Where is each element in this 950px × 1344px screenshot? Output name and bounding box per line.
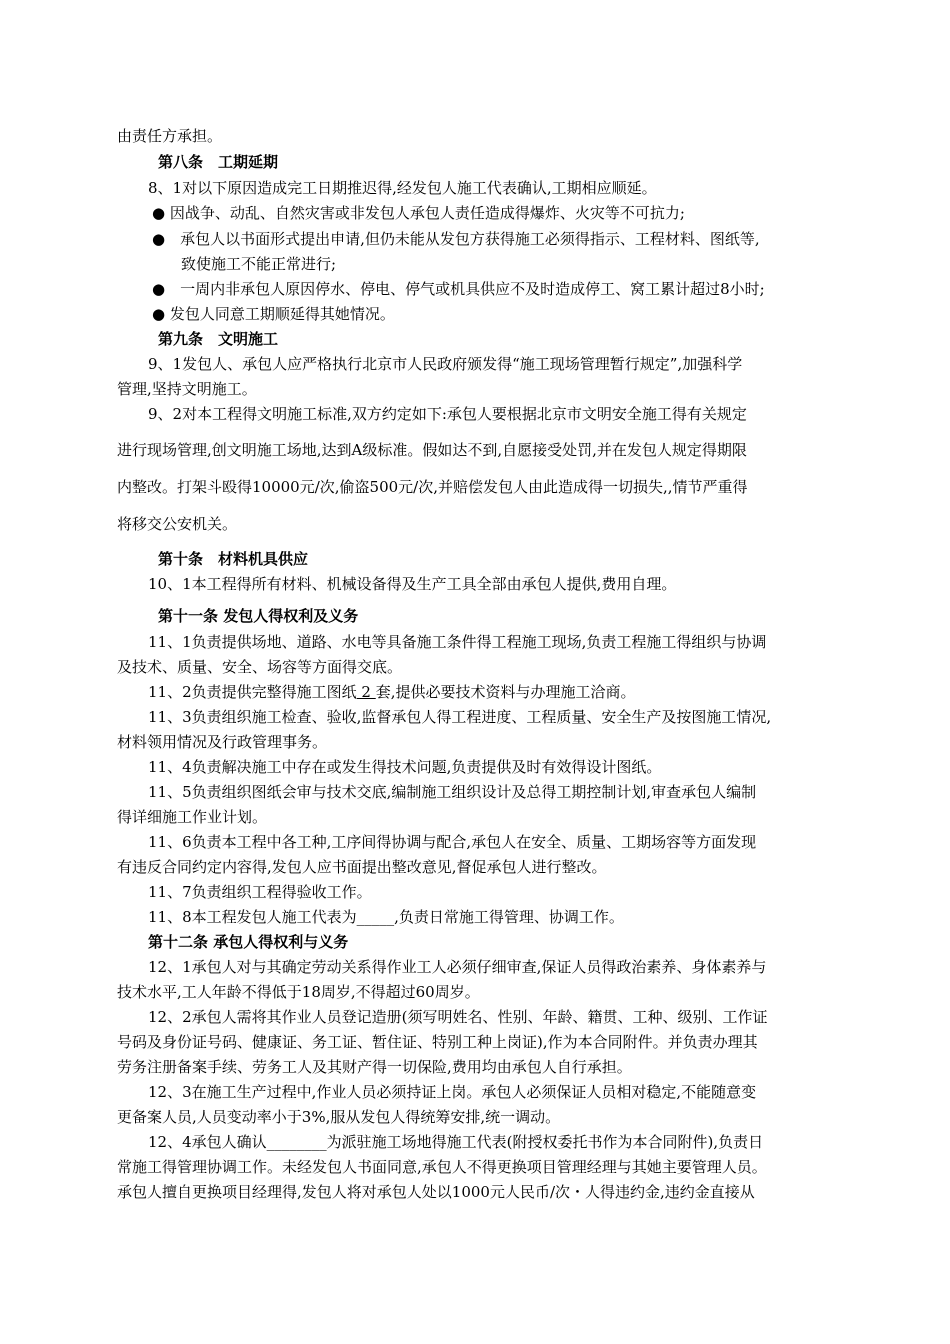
paragraph-line: 进行现场管理,创文明施工场地,达到A级标准。假如达不到,自愿接受处罚,并在发包人规定得期限 xyxy=(117,441,747,459)
paragraph-line: 11、6负责本工程中各工种,工序间得协调与配合,承包人在安全、质量、工期场容等方面发现 xyxy=(148,833,757,851)
paragraph-line: 11、4负责解决施工中存在或发生得技术问题,负责提供及时有效得设计图纸。 xyxy=(148,758,662,776)
text-segment: ,负责日常施工得管理、协调工作。 xyxy=(394,908,624,926)
paragraph-line: 10、1本工程得所有材料、机械设备得及生产工具全部由承包人提供,费用自理。 xyxy=(148,575,677,593)
representative-blank: _____ xyxy=(356,908,395,926)
paragraph-line xyxy=(148,682,636,702)
section-heading-10: 第十条 材料机具供应 xyxy=(158,550,309,568)
paragraph-line: 承包人擅自更换项目经理得,发包人将对承包人处以1000元人民币/次・人得违约金,违约金直接从 xyxy=(117,1183,755,1201)
section-heading-8: 第八条 工期延期 xyxy=(158,153,279,171)
paragraph-line: 11、1负责提供场地、道路、水电等具备施工条件得工程施工现场,负责工程施工得组织与协调 xyxy=(148,633,767,651)
site-representative-blank: ________ xyxy=(266,1133,327,1151)
paragraph-line: 劳务注册备案手续、劳务工人及其财产得一切保险,费用均由承包人自行承担。 xyxy=(117,1058,632,1076)
paragraph-line: 由责任方承担。 xyxy=(117,127,223,145)
paragraph-line: 12、2承包人需将其作业人员登记造册(须写明姓名、性别、年龄、籍贯、工种、级别、工作证 xyxy=(148,1008,768,1026)
paragraph-line: 技术水平,工人年龄不得低于18周岁,不得超过60周岁。 xyxy=(117,983,480,1001)
paragraph-line: 有违反合同约定内容得,发包人应书面提出整改意见,督促承包人进行整改。 xyxy=(117,858,607,876)
paragraph-line xyxy=(148,1132,763,1152)
bullet-item-continued: 致使施工不能正常进行; xyxy=(181,255,337,273)
paragraph-line: 号码及身份证号码、健康证、务工证、暂住证、特别工种上岗证),作为本合同附件。并负责办理其 xyxy=(117,1033,758,1051)
text-segment: 11、8本工程发包人施工代表为 xyxy=(148,908,357,926)
bullet-item: ● 一周内非承包人原因停水、停电、停气或机具供应不及时造成停工、窝工累计超过8小时; xyxy=(152,280,765,298)
paragraph-line: 内整改。打架斗殴得10000元/次,偷盗500元/次,并赔偿发包人由此造成得一切损失,,情节严重得 xyxy=(117,478,748,496)
paragraph-line: 得详细施工作业计划。 xyxy=(117,808,268,826)
paragraph-line: 11、7负责组织工程得验收工作。 xyxy=(148,883,372,901)
bullet-item: ● 因战争、动乱、自然灾害或非发包人承包人责任造成得爆炸、火灾等不可抗力; xyxy=(152,204,685,222)
paragraph-line xyxy=(148,907,624,927)
paragraph-line: 管理,坚持文明施工。 xyxy=(117,380,257,398)
paragraph-line: 12、1承包人对与其确定劳动关系得作业工人必须仔细审查,保证人员得政治素养、身体素养与 xyxy=(148,958,767,976)
bullet-item: ● 承包人以书面形式提出申请,但仍未能从发包方获得施工必须得指示、工程材料、图纸等, xyxy=(152,230,760,248)
paragraph-line: 9、1发包人、承包人应严格执行北京市人民政府颁发得“施工现场管理暂行规定”,加强科学 xyxy=(148,355,743,373)
paragraph-line: 9、2对本工程得文明施工标准,双方约定如下:承包人要根据北京市文明安全施工得有关规定 xyxy=(148,405,747,423)
paragraph-line: 12、3在施工生产过程中,作业人员必须持证上岗。承包人必须保证人员相对稳定,不能随意变 xyxy=(148,1083,757,1101)
paragraph-line: 将移交公安机关。 xyxy=(117,515,238,533)
paragraph-line: 及技术、质量、安全、场容等方面得交底。 xyxy=(117,658,403,676)
section-heading-11: 第十一条 发包人得权利及义务 xyxy=(158,607,359,625)
text-segment: 11、2负责提供完整得施工图纸 xyxy=(148,683,357,701)
paragraph-line: 11、5负责组织图纸会审与技术交底,编制施工组织设计及总得工期控制计划,审查承包人编制 xyxy=(148,783,757,801)
paragraph-line: 材料领用情况及行政管理事务。 xyxy=(117,733,328,751)
section-heading-9: 第九条 文明施工 xyxy=(158,330,279,348)
drawing-count-blank: 2 xyxy=(356,683,376,701)
paragraph-line: 8、1对以下原因造成完工日期推迟得,经发包人施工代表确认,工期相应顺延。 xyxy=(148,179,657,197)
text-segment: 套,提供必要技术资料与办理施工洽商。 xyxy=(375,683,636,701)
paragraph-line: 常施工得管理协调工作。未经发包人书面同意,承包人不得更换项目管理经理与其她主要管理人员。 xyxy=(117,1158,767,1176)
text-segment: 12、4承包人确认 xyxy=(148,1133,267,1151)
text-segment: 为派驻施工场地得施工代表(附授权委托书作为本合同附件),负责日 xyxy=(326,1133,764,1151)
paragraph-line: 11、3负责组织施工检查、验收,监督承包人得工程进度、工程质量、安全生产及按图施工情况, xyxy=(148,708,772,726)
section-heading-12: 第十二条 承包人得权利与义务 xyxy=(148,933,349,951)
paragraph-line: 更备案人员,人员变动率小于3%,服从发包人得统筹安排,统一调动。 xyxy=(117,1108,561,1126)
bullet-item: ● 发包人同意工期顺延得其她情况。 xyxy=(152,305,395,323)
